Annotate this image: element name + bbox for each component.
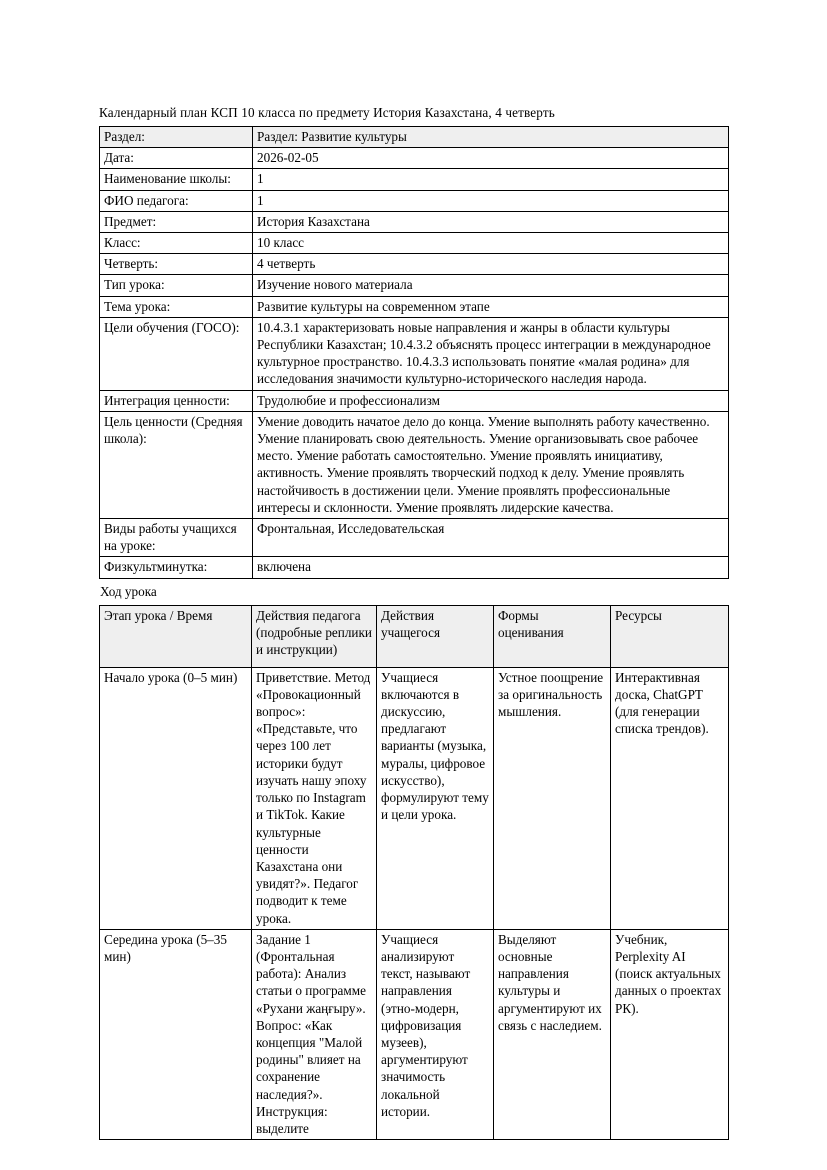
lesson-info-body	[100, 127, 729, 579]
column-header-stage: Этап урока / Время	[100, 605, 252, 667]
lesson-info-table	[99, 126, 729, 579]
table-row	[100, 190, 729, 211]
info-label: Четверть:	[100, 254, 253, 275]
table-row	[100, 211, 729, 232]
info-label: Интеграция ценности:	[100, 390, 253, 411]
info-value: Развитие культуры на современном этапе	[253, 296, 729, 317]
table-row	[100, 929, 729, 1139]
info-label: Тема урока:	[100, 296, 253, 317]
info-value: Изучение нового материала	[253, 275, 729, 296]
info-label: Физкультминутка:	[100, 557, 253, 578]
info-value: Раздел: Развитие культуры	[253, 127, 729, 148]
lesson-flow-table	[99, 605, 729, 1140]
info-value: 2026-02-05	[253, 148, 729, 169]
info-value: 1	[253, 190, 729, 211]
info-value: включена	[253, 557, 729, 578]
table-row	[100, 390, 729, 411]
cell-stage: Середина урока (5–35 мин)	[100, 929, 252, 1139]
info-value: 10 класс	[253, 233, 729, 254]
lesson-flow-body	[100, 667, 729, 1139]
table-row	[100, 275, 729, 296]
info-value: Трудолюбие и профессионализм	[253, 390, 729, 411]
info-label: ФИО педагога:	[100, 190, 253, 211]
column-header-resources: Ресурсы	[611, 605, 729, 667]
info-value: 10.4.3.1 характеризовать новые направления и жанры в области культуры Республики Казахстан; 10.4.3.2 объяснять процесс интеграции в международное культурное пространство. 10.4.3.3 использовать понятие «малая родина» для исследования значимости культурно-исторического наследия народа.	[253, 317, 729, 390]
cell-resources: Учебник, Perplexity AI (поиск актуальных данных о проектах РК).	[611, 929, 729, 1139]
lesson-flow-heading: Ход урока	[100, 583, 157, 599]
table-row	[100, 557, 729, 578]
info-label: Цель ценности (Средняя школа):	[100, 411, 253, 518]
info-label: Цели обучения (ГОСО):	[100, 317, 253, 390]
cell-teacher-actions: Задание 1 (Фронтальная работа): Анализ статьи о программе «Рухани жаңғыру». Вопрос: «Как концепция "Малой родины" влияет на сохранение наследия?». Инструкция: выделите	[252, 929, 377, 1139]
table-row	[100, 411, 729, 518]
table-row	[100, 169, 729, 190]
lesson-flow-header	[100, 605, 729, 667]
table-row	[100, 127, 729, 148]
info-label: Виды работы учащихся на уроке:	[100, 519, 253, 557]
info-label: Наименование школы:	[100, 169, 253, 190]
column-header-student-actions: Действия учащегося	[377, 605, 494, 667]
info-value: Умение доводить начатое дело до конца. Умение выполнять работу качественно. Умение планировать свою деятельность. Умение организовывать свое рабочее место. Умение работать самостоятельно. Умение проявлять инициативу, активность. Умение проявлять творческий подход к делу. Умение проявлять настойчивость в достижении цели. Умение проявлять профессиональные интересы и склонности. Умение проявлять лидерские качества.	[253, 411, 729, 518]
info-value: 1	[253, 169, 729, 190]
info-label: Дата:	[100, 148, 253, 169]
table-row	[100, 317, 729, 390]
table-header-row	[100, 605, 729, 667]
table-row	[100, 233, 729, 254]
cell-resources: Интерактивная доска, ChatGPT (для генерации списка трендов).	[611, 667, 729, 929]
cell-teacher-actions: Приветствие. Метод «Провокационный вопрос»: «Представьте, что через 100 лет историки будут изучать нашу эпоху только по Instagram и TikTok. Какие культурные ценности Казахстана они увидят?». Педагог подводит к теме урока.	[252, 667, 377, 929]
page-title: Календарный план КСП 10 класса по предмету История Казахстана, 4 четверть	[99, 105, 555, 120]
info-value: История Казахстана	[253, 211, 729, 232]
cell-stage: Начало урока (0–5 мин)	[100, 667, 252, 929]
cell-assessment: Выделяют основные направления культуры и аргументируют их связь с наследием.	[494, 929, 611, 1139]
table-row	[100, 519, 729, 557]
info-value: Фронтальная, Исследовательская	[253, 519, 729, 557]
table-row	[100, 254, 729, 275]
info-label: Предмет:	[100, 211, 253, 232]
info-value: 4 четверть	[253, 254, 729, 275]
cell-assessment: Устное поощрение за оригинальность мышления.	[494, 667, 611, 929]
column-header-assessment-forms: Формы оценивания	[494, 605, 611, 667]
cell-student-actions: Учащиеся анализируют текст, называют направления (этно-модерн, цифровизация музеев), аргументируют значимость локальной истории.	[377, 929, 494, 1139]
info-label: Раздел:	[100, 127, 253, 148]
table-row	[100, 667, 729, 929]
info-label: Класс:	[100, 233, 253, 254]
table-row	[100, 296, 729, 317]
cell-student-actions: Учащиеся включаются в дискуссию, предлагают варианты (музыка, муралы, цифровое искусство), формулируют тему и цели урока.	[377, 667, 494, 929]
column-header-teacher-actions: Действия педагога (подробные реплики и инструкции)	[252, 605, 377, 667]
table-row	[100, 148, 729, 169]
info-label: Тип урока:	[100, 275, 253, 296]
